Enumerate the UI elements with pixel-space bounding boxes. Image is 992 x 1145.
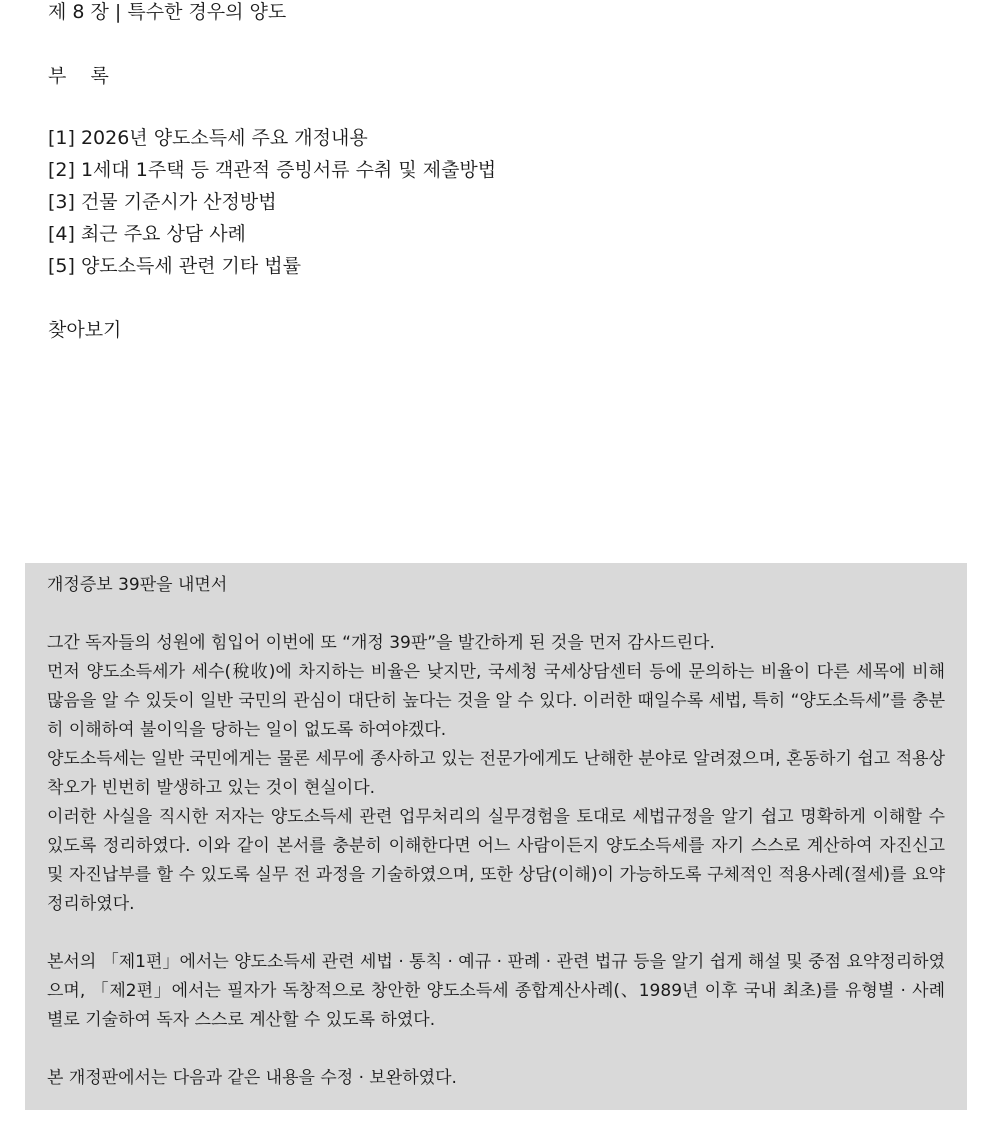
- appendix-item-1[interactable]: [1] 2026년 양도소득세 주요 개정내용: [48, 127, 368, 149]
- appendix-item-3[interactable]: [3] 건물 기준시가 산정방법: [48, 191, 277, 213]
- appendix-item-4[interactable]: [4] 최근 주요 상담 사례: [48, 223, 246, 245]
- index-link[interactable]: 찾아보기: [48, 319, 122, 341]
- preface-paragraph-3: 양도소득세는 일반 국민에게는 물론 세무에 종사하고 있는 전문가에게도 난해한 분야로 알려졌으며, 혼동하기 쉽고 적용상 착오가 빈번히 발생하고 있는 것이 현실이다.: [47, 749, 945, 798]
- preface-paragraph-4: 이러한 사실을 직시한 저자는 양도소득세 관련 업무처리의 실무경험을 토대로 세법규정을 알기 쉽고 명확하게 이해할 수 있도록 정리하였다. 이와 같이 본서를 충분히 이해한다면 어느 사람이든지 양도소득세를 자기 스스로 계산하여 자진신고 및 자진납부를 할 수 있도록 실무 전 과정을 기술하였으며, 또한 상담(이해)이 가능하도록 구체적인 적용사례(절세)를 요약정리하였다.: [47, 807, 945, 914]
- preface-paragraph-2: 먼저 양도소득세가 세수(稅收)에 차지하는 비율은 낮지만, 국세청 국세상담센터 등에 문의하는 비율이 다른 세목에 비해 많음을 알 수 있듯이 일반 국민의 관심이 대단히 높다는 것을 알 수 있다. 이러한 때일수록 세법, 특히 “양도소득세”를 충분히 이해하여 불이익을 당하는 일이 없도록 하여야겠다.: [47, 662, 945, 740]
- appendix-title: 부 록: [48, 65, 109, 87]
- spacer: [47, 1035, 945, 1064]
- spacer: [47, 600, 945, 629]
- appendix-item-5[interactable]: [5] 양도소득세 관련 기타 법률: [48, 255, 301, 277]
- preface-paragraph-5: 본서의 「제1편」에서는 양도소득세 관련 세법 · 통칙 · 예규 · 판례 · 관련 법규 등을 알기 쉽게 해설 및 중점 요약정리하였으며, 「제2편」에서는 필자가 독창적으로 창안한 양도소득세 종합계산사례(、1989년 이후 국내 최초)를 유형별 · 사례별로 기술하여 독자 스스로 계산할 수 있도록 하였다.: [47, 952, 945, 1030]
- appendix-list: [48, 122, 496, 282]
- preface-paragraph-6: 본 개정판에서는 다음과 같은 내용을 수정 · 보완하였다.: [47, 1068, 457, 1088]
- preface-box: [25, 563, 967, 1110]
- preface-paragraph-1: 그간 독자들의 성원에 힘입어 이번에 또 “개정 39판”을 발간하게 된 것을 먼저 감사드린다.: [47, 633, 715, 653]
- chapter-heading: 제 8 장 | 특수한 경우의 양도: [48, 1, 287, 23]
- appendix-item-2[interactable]: [2] 1세대 1주택 등 객관적 증빙서류 수취 및 제출방법: [48, 159, 497, 181]
- spacer: [47, 919, 945, 948]
- preface-title: 개정증보 39판을 내면서: [47, 575, 228, 595]
